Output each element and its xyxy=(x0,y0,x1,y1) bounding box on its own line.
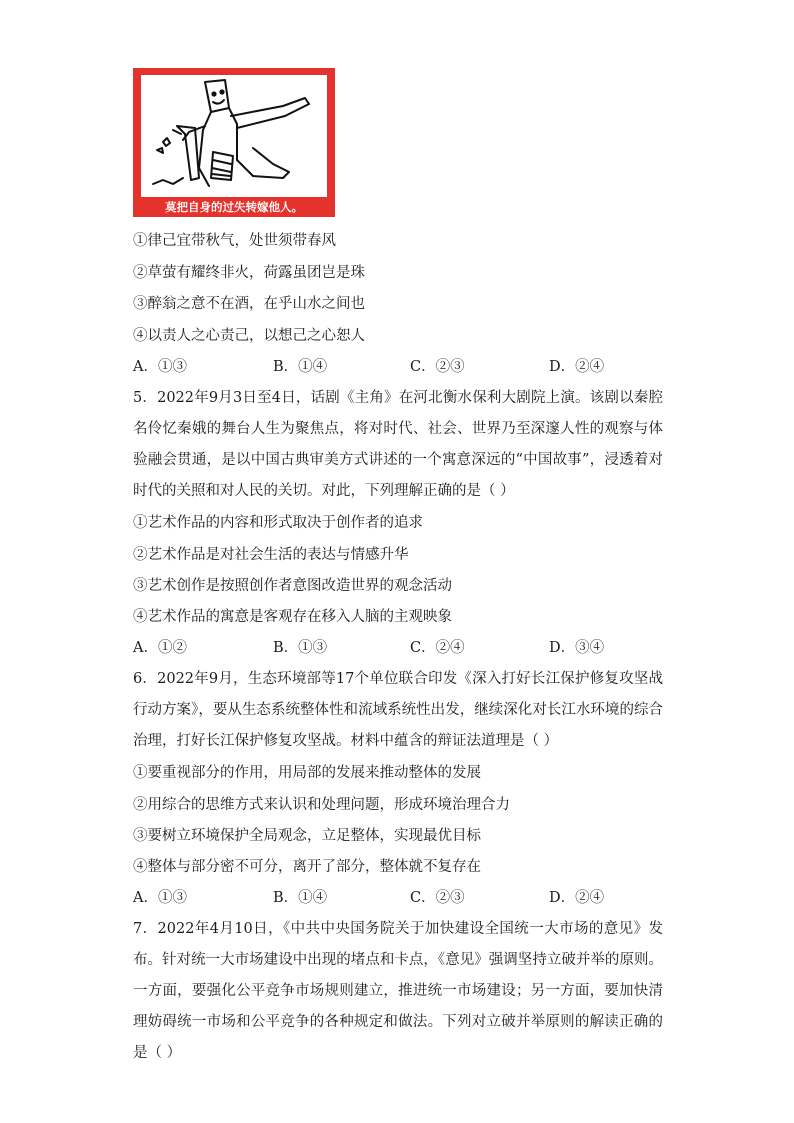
q4-options xyxy=(133,357,673,377)
q6-options xyxy=(133,888,673,908)
q4-item-3: ③醉翁之意不在酒，在乎山水之间也 xyxy=(133,296,365,312)
q6-option-a[interactable]: A．①③ xyxy=(133,890,187,906)
q4-item-2: ②草萤有耀终非火，荷露虽团岂是珠 xyxy=(133,265,365,281)
q5-option-a[interactable]: A．①② xyxy=(133,640,187,656)
q5-option-c[interactable]: C．②④ xyxy=(410,640,465,656)
cartoon-image xyxy=(133,68,335,217)
q7-stem: 7．2022年4月10日，《中共中央国务院关于加快建设全国统一大市场的意见》发布。针对统一大市场建设中出现的堵点和卡点，《意见》强调坚持立破并举的原则。一方面，要强化公平竞争市场规则建立，推进统一市场建设；另一方面，要加快清理妨碍统一市场和公平竞争的各种规定和做法。下列对立破并举原则的解读正确的是（ ） xyxy=(133,921,663,1061)
q4-item-1: ①律己宜带秋气，处世须带春风 xyxy=(133,233,336,249)
q4-option-b[interactable]: B．①④ xyxy=(273,359,328,375)
q5-stem: 5．2022年9月3日至4日，话剧《主角》在河北衡水保利大剧院上演。该剧以秦腔名伶忆秦娥的舞台人生为聚焦点，将对时代、社会、世界乃至深邃人性的观察与体验融会贯通，是以中国古典审美方式讲述的一个寓意深远的“中国故事”，浸透着对时代的关照和对人民的关切。对此，下列理解正确的是（ ） xyxy=(133,390,663,499)
q4-option-a[interactable]: A．①③ xyxy=(133,359,187,375)
q5-item-1: ①艺术作品的内容和形式取决于创作者的追求 xyxy=(133,515,423,531)
q6-item-3: ③要树立环境保护全局观念，立足整体，实现最优目标 xyxy=(133,828,481,844)
q6-item-4: ④整体与部分密不可分，离开了部分，整体就不复存在 xyxy=(133,859,481,875)
q6-option-c[interactable]: C．②③ xyxy=(410,890,465,906)
q4-option-c[interactable]: C．②③ xyxy=(410,359,465,375)
q5-item-4: ④艺术作品的寓意是客观存在移入人脑的主观映象 xyxy=(133,609,452,625)
q5-option-b[interactable]: B．①③ xyxy=(273,640,328,656)
q6-stem: 6．2022年9月，生态环境部等17个单位联合印发《深入打好长江保护修复攻坚战行动方案》，要从生态系统整体性和流域系统性出发，继续深化对长江水环境的综合治理，打好长江保护修复攻坚战。材料中蕴含的辩证法道理是（ ） xyxy=(133,671,663,749)
q5-options xyxy=(133,638,673,658)
q5-item-2: ②艺术作品是对社会生活的表达与情感升华 xyxy=(133,547,409,563)
q4-option-d[interactable]: D．②④ xyxy=(549,359,605,375)
cartoon-caption: 莫把自身的过失转嫁他人。 xyxy=(165,200,303,214)
q6-item-1: ①要重视部分的作用，用局部的发展来推动整体的发展 xyxy=(133,765,481,781)
q4-item-4: ④以责人之心责己，以想己之心恕人 xyxy=(133,328,365,344)
q6-item-2: ②用综合的思维方式来认识和处理问题，形成环境治理合力 xyxy=(133,797,510,813)
q5-item-3: ③艺术创作是按照创作者意图改造世界的观念活动 xyxy=(133,578,452,594)
q6-option-d[interactable]: D．②④ xyxy=(549,890,605,906)
q5-option-d[interactable]: D．③④ xyxy=(549,640,605,656)
q6-option-b[interactable]: B．①④ xyxy=(273,890,328,906)
